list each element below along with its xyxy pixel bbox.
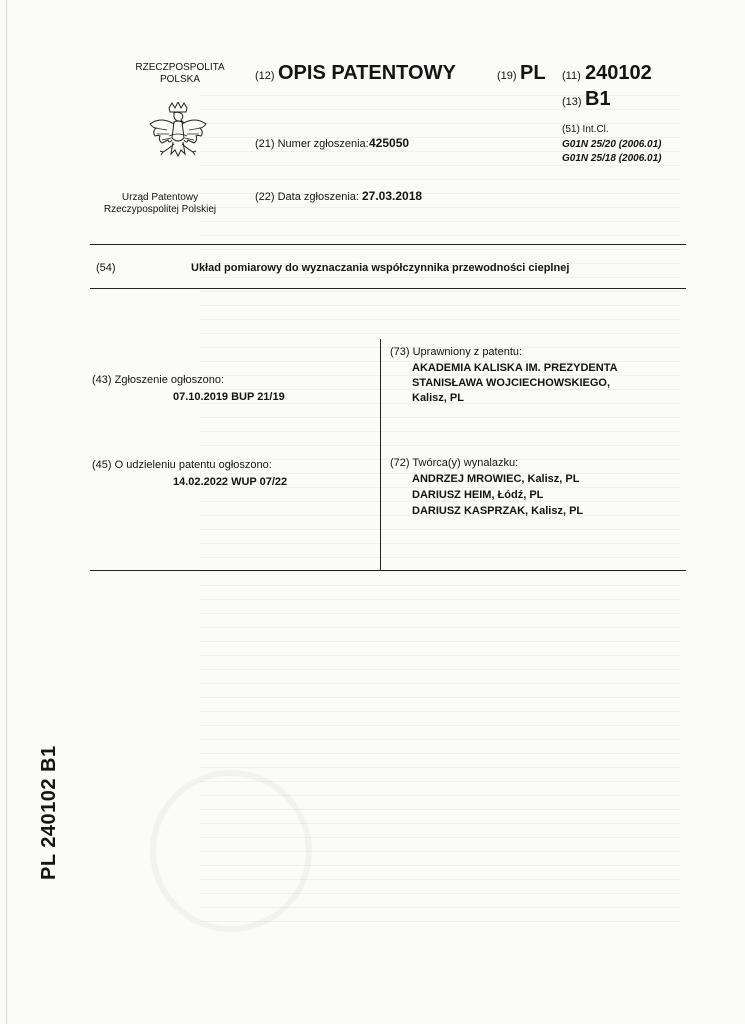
office-name-line1: Urząd Patentowy <box>121 192 199 203</box>
holder-line-3: Kalisz, PL <box>412 392 464 404</box>
holder-line-2: STANISŁAWA WOJCIECHOWSKIEGO, <box>412 377 611 389</box>
divider-bottom <box>90 570 686 571</box>
embossed-seal <box>150 770 312 932</box>
grant-value: 14.02.2022 WUP 07/22 <box>173 476 288 488</box>
divider-top <box>90 244 686 245</box>
column-divider <box>380 339 381 571</box>
inventor-1: ANDRZEJ MROWIEC, Kalisz, PL <box>412 473 580 485</box>
divider-title <box>90 288 686 289</box>
office-name-line2: Rzeczypospolitej Polskiej <box>103 204 217 215</box>
application-number-label: (21) Numer zgłoszenia: <box>255 138 369 150</box>
application-number-value: 425050 <box>369 136 410 150</box>
polish-eagle-emblem-icon <box>147 102 209 182</box>
publication-label: (43) Zgłoszenie ogłoszono: <box>92 374 225 386</box>
holder-line-1: AKADEMIA KALISKA IM. PREZYDENTA <box>412 362 618 374</box>
classification-code-2: G01N 25/18 (2006.01) <box>562 153 662 164</box>
inventor-2: DARIUSZ HEIM, Łódź, PL <box>412 489 544 501</box>
side-patent-label: PL 240102 B1 <box>38 745 60 880</box>
country-name-line1: RZECZPOSPOLITA <box>135 62 225 73</box>
application-date-label: (22) Data zgłoszenia: <box>255 191 359 203</box>
code-13: (13) <box>562 96 582 108</box>
code-11: (11) <box>562 70 581 82</box>
classification-code-1: G01N 25/20 (2006.01) <box>562 139 662 150</box>
document-type-title: OPIS PATENTOWY <box>278 62 456 84</box>
country-name-line2: POLSKA <box>159 74 201 85</box>
application-date-value: 27.03.2018 <box>362 189 423 203</box>
invention-title: Układ pomiarowy do wyznaczania współczynnika przewodności cieplnej <box>191 262 570 274</box>
holder-label: (73) Uprawniony z patentu: <box>390 346 523 358</box>
grant-label: (45) O udzieleniu patentu ogłoszono: <box>92 459 272 471</box>
inventor-3: DARIUSZ KASPRZAK, Kalisz, PL <box>412 505 584 517</box>
inventors-label: (72) Twórca(y) wynalazku: <box>390 457 519 469</box>
patent-number: 240102 <box>585 62 652 84</box>
page-edge <box>6 0 7 1024</box>
country-code: PL <box>520 62 546 84</box>
classification-label: (51) Int.Cl. <box>562 124 609 135</box>
code-19: (19) <box>497 70 517 82</box>
code-12: (12) <box>255 70 275 82</box>
kind-code: B1 <box>585 88 611 110</box>
code-54: (54) <box>96 262 116 274</box>
publication-value: 07.10.2019 BUP 21/19 <box>173 391 285 403</box>
